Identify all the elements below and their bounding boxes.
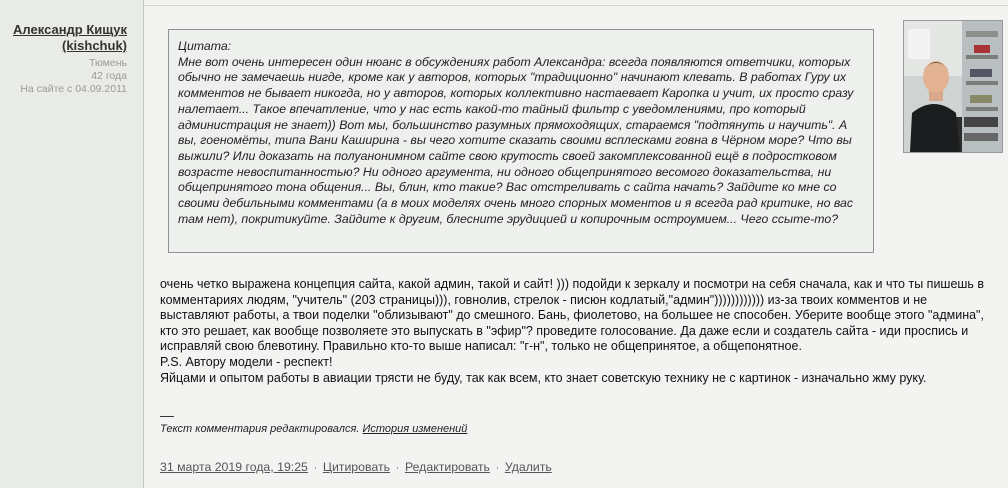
author-age: 42 года	[91, 70, 127, 82]
author-name[interactable]: Александр Кищук	[13, 22, 127, 37]
comment-text	[160, 277, 995, 386]
comment-body	[144, 0, 1008, 488]
edited-note-text: Текст комментария редактировался.	[160, 423, 360, 435]
author-username[interactable]: (kishchuk)	[61, 38, 127, 53]
comment-paragraph: очень четко выражена концепция сайта, какой админ, такой и сайт! ))) подойди к зеркалу и посмотри на себя сначала, как и что ты пишешь в комментариях людям, "учитель" (203 страницы))), говнолив, стрелок - писюн кодлатый,"админ")))))))))))) из-за твоих комментов и не выставляют работы, а твои поделки "облизывают" до смешного. Бань, фиолетово, на большее не способен. Уберите вообще этого "админа", кто это решает, как вообще позволяете это выпускать в "эфир"? проведите голосование. Да даже если и создатель сайта - иди проспись и исправляй свою блевотину. Правильно кто-то выше написал: "г-н", только не общепринятое, а общепонятное.	[160, 277, 985, 354]
avatar[interactable]	[903, 20, 1003, 153]
footer-separator: ·	[395, 460, 400, 474]
author-city: Тюмень	[88, 57, 127, 69]
quote-label: Цитата:	[178, 39, 232, 53]
author-sidebar	[0, 0, 143, 488]
delete-button[interactable]: Удалить	[504, 460, 552, 474]
footer-separator: ·	[495, 460, 500, 474]
comment-paragraph: P.S. Автору модели - респект!	[160, 354, 333, 369]
comment-footer	[160, 460, 552, 474]
edit-history-link[interactable]: История изменений	[362, 423, 468, 435]
edited-note	[160, 423, 467, 435]
top-divider	[144, 5, 1008, 6]
comment-timestamp-link[interactable]: 31 марта 2019 года, 19:25	[160, 460, 308, 474]
author-profile-link[interactable]	[0, 22, 127, 54]
avatar-photo	[904, 21, 1002, 152]
footer-separator: ·	[313, 460, 318, 474]
quote-button[interactable]: Цитировать	[322, 460, 390, 474]
comment-paragraph: Яйцами и опытом работы в авиации трясти не буду, так как всем, кто знает советскую технику не с картинок - изначально жму руку.	[160, 370, 927, 385]
edit-button[interactable]: Редактировать	[404, 460, 490, 474]
author-meta	[0, 57, 127, 96]
quote-block	[168, 29, 874, 253]
signature-divider	[160, 416, 174, 417]
quote-text: Мне вот очень интересен один нюанс в обсуждениях работ Александра: всегда появляются ответчики, которых обычно не замечаешь нигде, кроме как у авторов, которых "традиционно" начинают клевать. В работах Гуру их комментов не бывает никогда, но у авторов, которых коллективно настаевает Каропка и учит, их просто сразу налетает... Такое впечатление, что у нас есть какой-то тайный фильтр с уведомлениями, про который администрация не знает)) Вот мы, большинство разумных прямоходящих, стараемся "подтянуть и научить". А вы, гоеномёты, типа Вани Каширина - вы чего хотите сказать своими всплесками говна в Чёрном море? Что вы выжили? Или доказать на полуанонимном сайте свою крутость своей закомплексованной ещё в подростковом возрасте невоспитанностью? Ни одного аргумента, ни одного общепринятого весомого доказательства, ни общепринятого тона общения... Вы, блин, кто такие? Вас отстреливать с сайта начать? Зайдите ко мне со своими дебильными комментами (а в моих моделях очень много спорных моментов и я всегда рад критике, но вас там нет), покритикуйте. Зайдите к другим, блесните эрудицией и копирочным остроумием... Чего ссыте-то?	[178, 54, 854, 226]
author-member-since: На сайте с 04.09.2011	[20, 83, 127, 95]
